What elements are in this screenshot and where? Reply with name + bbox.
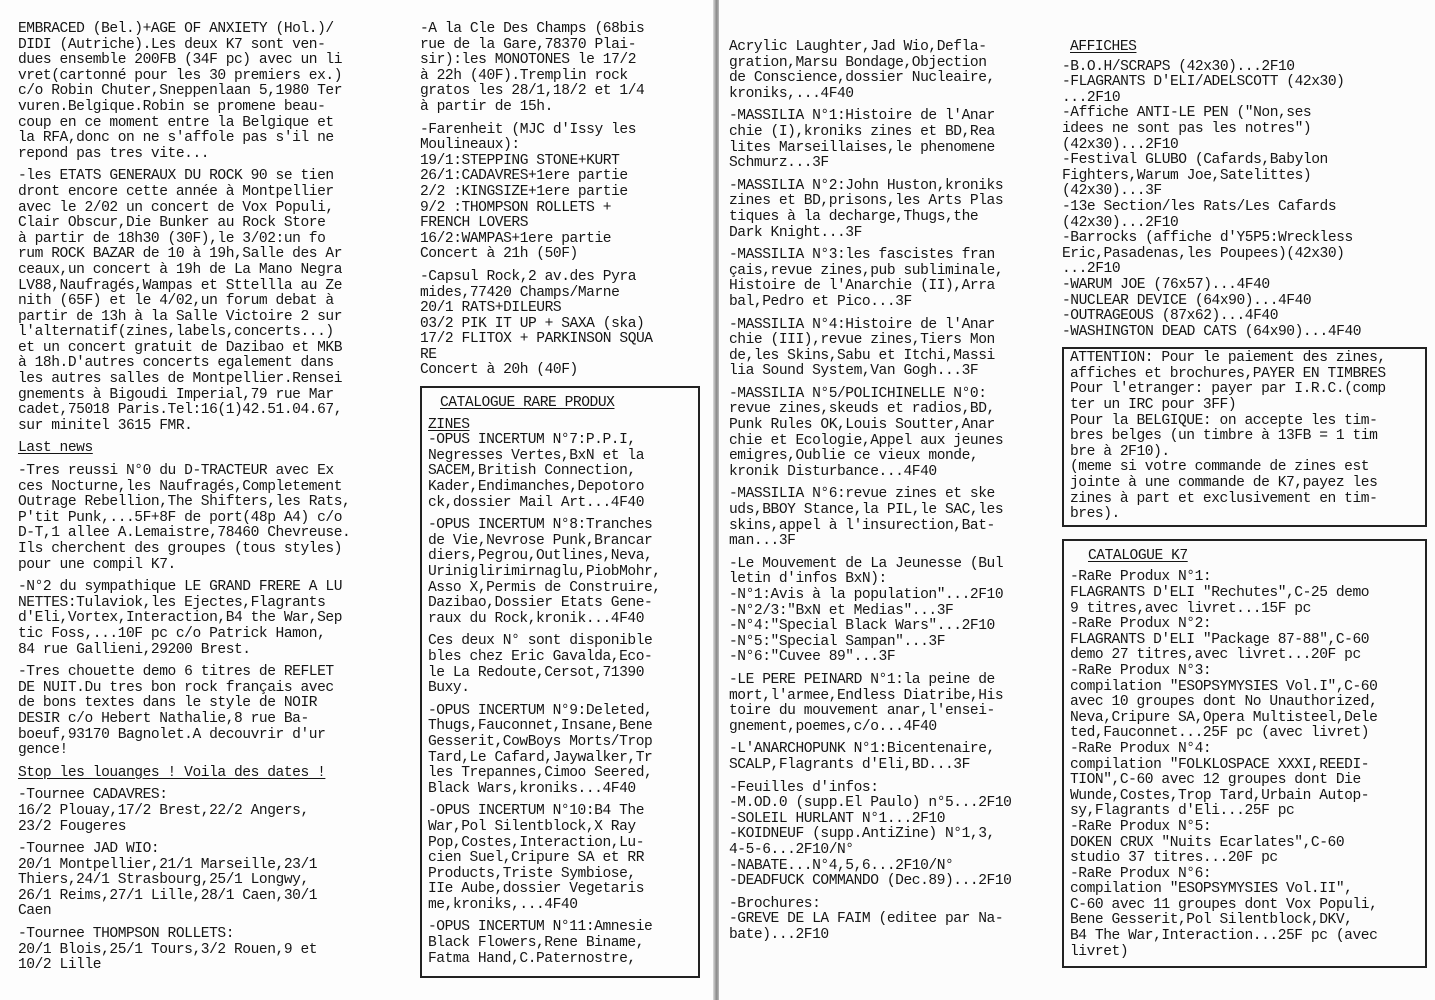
- rare-produx-6: -RaRe Produx N°6: compilation "ESOPSYMYSIES Vol.II", C-60 avec 11 groupes dont Vox Populi, Bene Gesserit,Pol Silentblock,DKV, B4 The War,Interaction...25F pc (avec livret): [1070, 865, 1378, 960]
- dates-heading: Stop les louanges ! Voila des dates !: [18, 764, 326, 781]
- catalogue-title: CATALOGUE RARE PRODUX: [440, 395, 615, 412]
- massilia-3: -MASSILIA N°3:les fascistes fran çais,revue zines,pub subliminale, Histoire de l'Anarchie (II),Arra bal,Pedro et Pico...3F: [729, 247, 1004, 310]
- column-3: [729, 40, 1054, 950]
- opus-11-continued: Acrylic Laughter,Jad Wio,Defla- gration,Marsu Bondage,Objection de Conscience,dossier Nucleaire, kroniks,...4F40: [729, 39, 995, 102]
- tournee-thompson-rollets: -Tournee THOMPSON ROLLETS: 20/1 Blois,25/1 Tours,3/2 Rouen,9 et 10/2 Lille: [18, 926, 318, 974]
- rare-produx-4: -RaRe Produx N°4: compilation "FOLKLOSPACE XXXI,REEDI- TION",C-60 avec 12 groupes dont Die Wunde,Costes,Trop Tard,Urbain Autop- sy,Flagrants d'Eli...25F pc: [1070, 740, 1370, 820]
- farenheit-paragraph: -Farenheit (MJC d'Issy les Moulineaux): 19/1:STEPPING STONE+KURT 26/1:CADAVRES+1ere partie 2/2 :KINGSIZE+1ere partie 9/2 :THOMPSON ROLLETS + FRENCH LOVERS 16/2:WAMPAS+1ere partie Concert à 21h (50F): [420, 121, 636, 263]
- rare-produx-5: -RaRe Produx N°5: DOKEN CRUX "Nuits Ecarlates",C-60 studio 37 titres...20F pc: [1070, 818, 1345, 867]
- anarchopunk: -L'ANARCHOPUNK N°1:Bicentenaire, SCALP,Flagrants d'Eli,BD...3F: [729, 741, 995, 773]
- catalogue-k7-title: CATALOGUE K7: [1088, 547, 1188, 564]
- opus-incertum-11: -OPUS INCERTUM N°11:Amnesie Black Flowers,Rene Biname, Fatma Hand,C.Paternostre,: [428, 919, 653, 967]
- feuilles-infos: -Feuilles d'infos: -M.OD.0 (supp.El Paulo) n°5...2F10 -SOLEIL HURLANT N°1...2F10 -KOIDNEUF (supp.AntiZine) N°1,3, 4-5-6...2F10/N° -NABATE...N°4,5,6...2F10/N° -DEADFUCK COMMANDO (Dec.89)...2F10: [729, 779, 1012, 890]
- affiches-list: -B.O.H/SCRAPS (42x30)...2F10 -FLAGRANTS D'ELI/ADELSCOTT (42x30) ...2F10 -Affiche ANTI-LE PEN ("Non,ses idees ne sont pas les notres") (42x30)...2F10 -Festival GLUBO (Cafards,Babylon Fighters,Warum Joe,Satelittes) (42x30)...3F -13e Section/les Rats/Les Cafards (42x30)...2F10 -Barrocks (affiche d'Y5P5:Wreckless Eric,Pasadenas,les Poupees)(42x30) ...2F10 -WARUM JOE (76x57)...4F40 -NUCLEAR DEVICE (64x90)...4F40 -OUTRAGEOUS (87x62)...4F40 -WASHINGTON DEAD CATS (64x90)...4F40: [1062, 58, 1362, 340]
- rare-produx-2: -RaRe Produx N°2: FLAGRANTS D'ELI "Package 87-88",C-60 demo 27 titres,avec livret...20F pc: [1070, 616, 1370, 664]
- right-page: [719, 0, 1435, 1000]
- zines-heading: ZINES: [428, 416, 470, 433]
- massilia-6: -MASSILIA N°6:revue zines et ske uds,BBOY Stance,la PIL,le SAC,les skins,appel à l'insurection,Bat- man...3F: [729, 486, 1004, 550]
- brochures: -Brochures: -GREVE DE LA FAIM (editee par Na- bate)...2F10: [729, 895, 1004, 943]
- attention-box: [1062, 347, 1427, 527]
- opus-incertum-9: -OPUS INCERTUM N°9:Deleted, Thugs,Fauconnet,Insane,Bene Gesserit,CowBoys Morts/Trop Tard,Le Cafard,Jaywalker,Tr les Trepannes,Cimoo Seered, Black Wars,kroniks...4F40: [428, 702, 653, 797]
- rare-produx-1: -RaRe Produx N°1: FLAGRANTS D'ELI "Rechutes",C-25 demo 9 titres,avec livret...15F pc: [1070, 569, 1370, 617]
- attention-text: ATTENTION: Pour le paiement des zines, affiches et brochures,PAYER EN TIMBRES Pour l'etranger: payer par I.R.C.(comp ter un IRC pour 3FF) Pour la BELGIQUE: on accepte les tim- bres belges (un timbre à 13FB = 1 tim bre à 2F10). (meme si votre commande de zines est jointe à une commande de K7,payez les zines à part et exclusivement en tim- bres).: [1070, 350, 1386, 523]
- massilia-1: -MASSILIA N°1:Histoire de l'Anar chie (I),kroniks zines et BD,Rea lites Marseillaises,le phenomene Schmurz...3F: [729, 108, 995, 172]
- mouvement-jeunesse: -Le Mouvement de La Jeunesse (Bul letin d'infos BxN): -N°1:Avis à la population"...2F10 -N°2/3:"BxN et Medias"...3F -N°4:"Special Black Wars"...2F10 -N°5:"Special Sampan"...3F -N°6:"Cuvee 89"...3F: [729, 555, 1004, 666]
- grand-frere-paragraph: -N°2 du sympathique LE GRAND FRERE A LU NETTES:Tulaviok,les Ejectes,Flagrants d'Eli,Vortex,Interaction,B4 the War,Sep tic Foss,...10F pc c/o Patrick Hamon, 84 rue Gallieni,29200 Brest.: [18, 579, 342, 658]
- rare-produx-3: -RaRe Produx N°3: compilation "ESOPSYMYSIES Vol.I",C-60 avec 10 groupes dont No Unauthorized, Neva,Cripure SA,Opera Multisteel,Dele ted,Fauconnet...25F pc (avec livret): [1070, 662, 1378, 742]
- tournee-jad-wio: -Tournee JAD WIO: 20/1 Montpellier,21/1 Marseille,23/1 Thiers,24/1 Strasbourg,25/1 Longwy, 26/1 Reims,27/1 Lille,28/1 Caen,30/1 Caen: [18, 841, 318, 920]
- opus-incertum-8: -OPUS INCERTUM N°8:Tranches de Vie,Nevrose Punk,Brancar diers,Pegrou,Outlines,Neva, Uriniglirimirnaglu,PiobMohr, Asso X,Permis de Construire, Dazibao,Dossier Etats Gene- raux du Rock,kronik...4F40: [428, 517, 661, 627]
- column-2: [420, 22, 700, 978]
- etats-generaux-paragraph: -les ETATS GENERAUX DU ROCK 90 se tien dront encore cette année à Montpellier avec le 2/02 un concert de Vox Populi, Clair Obscur,Die Bunker au Rock Store à partir de 18h30 (30F),le 3/02:un fo rum ROCK BAZAR de 10 à 19h,Salle des Ar ceaux,un concert à 19h de La Mano Negra LV88,Naufragés,Wampas et Sttellla au Ze nith (65F) et le 4/02,un forum debat à partir de 13h à la Salle Victoire 2 sur l'alternatif(zines,labels,concerts...) et un concert gratuit de Dazibao et MKB à 18h.D'autres concerts egalement dans les autres salles de Montpellier.Rensei gnements à Bigoudi Imperial,79 rue Mar cadet,75018 Paris.Tel:16(1)42.51.04.67, sur minitel 3615 FMR.: [18, 168, 342, 434]
- cle-des-champs-paragraph: -A la Cle Des Champs (68bis rue de la Gare,78370 Plai- sir):les MONOTONES le 17/2 à 22h (40F).Tremplin rock gratos les 28/1,18/2 et 1/4 à partir de 15h.: [420, 21, 645, 115]
- embraced-paragraph: EMBRACED (Bel.)+AGE OF ANXIETY (Hol.)/ DIDI (Autriche).Les deux K7 sont ven- dues ensemble 200FB (34F pc) avec un li vret(cartonné pour les 30 premiers ex.) c/o Robin Chuter,Sneppenlaan 5,1980 Ter vuren.Belgique.Robin se promene beau- coup en ce moment entre la Belgique et la RFA,donc on ne s'affole pas s'il ne repond pas tres vite...: [18, 21, 342, 162]
- capsul-rock-paragraph: -Capsul Rock,2 av.des Pyra mides,77420 Champs/Marne 20/1 RATS+DILEURS 03/2 PIK IT UP + SAXA (ska) 17/2 FLITOX + PARKINSON SQUA RE Concert à 20h (40F): [420, 268, 653, 379]
- massilia-2: -MASSILIA N°2:John Huston,kroniks zines et BD,prisons,les Arts Plas tiques à la decharge,Thugs,the Dark Knight...3F: [729, 177, 1004, 241]
- availability-note: Ces deux N° sont disponible bles chez Eric Gavalda,Eco- le La Redoute,Cersot,71390 Buxy.: [428, 633, 653, 697]
- opus-incertum-7: -OPUS INCERTUM N°7:P.P.I, Negresses Vertes,BxN et la SACEM,British Connection, Kader,Endimanches,Depotoro ck,dossier Mail Art...4F40: [428, 432, 644, 511]
- affiches-heading: AFFICHES: [1070, 39, 1137, 55]
- opus-incertum-10: -OPUS INCERTUM N°10:B4 The War,Pol Silentblock,X Ray Pop,Costes,Interaction,Lu- cien Suel,Cripure SA et RR Products,Triste Symbiose, IIe Aube,dossier Vegetaris me,kroniks,...4F40: [428, 803, 644, 913]
- left-page: [0, 0, 715, 1000]
- massilia-5: -MASSILIA N°5/POLICHINELLE N°0: revue zines,skeuds et radios,BD, Punk Rules OK,Louis Soutter,Anar chie et Ecologie,Appel aux jeunes emigres,Oublie ce vieux monde, kronik Disturbance...4F40: [729, 385, 1004, 480]
- column-4: [1062, 40, 1427, 968]
- tournee-cadavres: -Tournee CADAVRES: 16/2 Plouay,17/2 Brest,22/2 Angers, 23/2 Fougeres: [18, 787, 309, 835]
- d-tracteur-paragraph: -Tres reussi N°0 du D-TRACTEUR avec Ex ces Nocturne,les Naufragés,Completement Outrage Rebellion,The Shifters,les Rats, P'tit Punk,...5F+8F de port(48p A4) c/o D-T,1 allee A.Lemaistre,78460 Chevreuse. Ils cherchent des groupes (tous styles) pour une compil K7.: [18, 463, 351, 573]
- catalogue-k7-box: [1062, 539, 1427, 968]
- massilia-4: -MASSILIA N°4:Histoire de l'Anar chie (III),revue zines,Tiers Mon de,les Skins,Sabu et Itchi,Massi lia Sound System,Van Gogh...3F: [729, 316, 995, 380]
- catalogue-rare-produx-box: [420, 386, 700, 978]
- pere-peinard: -LE PERE PEINARD N°1:la peine de mort,l'armee,Endless Diatribe,His toire du mouvement anar,l'ensei- gnement,poemes,c/o...4F40: [729, 671, 1004, 735]
- last-news-heading: Last news: [18, 440, 93, 457]
- reflet-de-nuit-paragraph: -Tres chouette demo 6 titres de REFLET DE NUIT.Du tres bon rock français avec de bons textes dans le style de NOIR DESIR c/o Hebert Nathalie,8 rue Ba- boeuf,93170 Bagnolet.A decouvrir d'ur gence!: [18, 664, 334, 759]
- column-1: [18, 22, 388, 981]
